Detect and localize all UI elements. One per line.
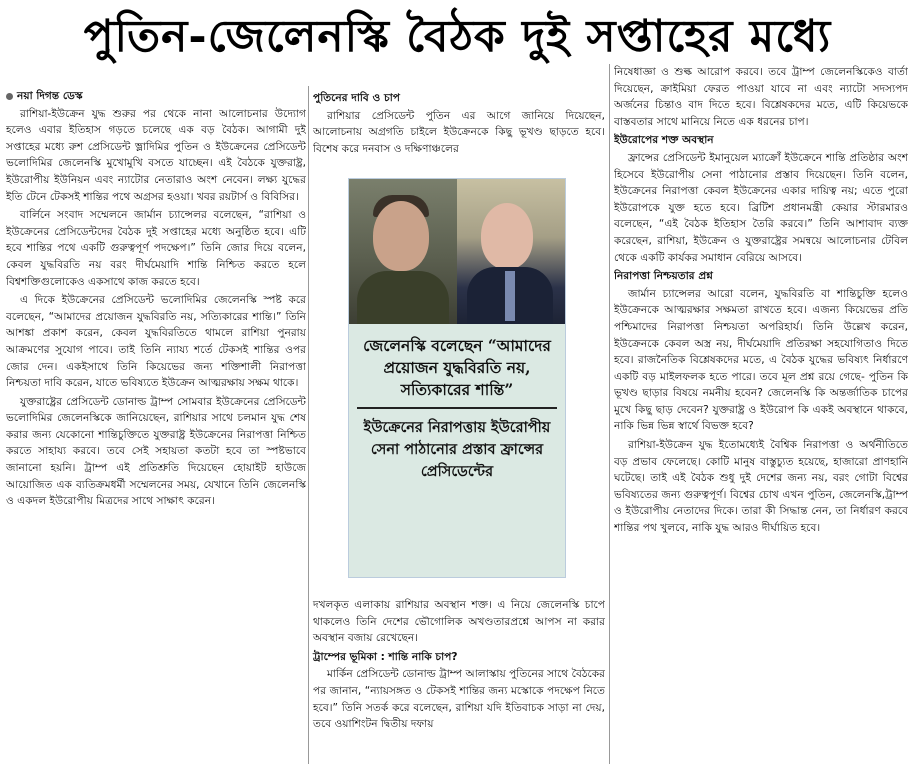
bullet-icon <box>6 93 13 100</box>
paragraph: রাশিয়া-ইউক্রেন যুদ্ধ ইতোমধ্যেই বৈশ্বিক নিরাপত্তা ও অর্থনীতিতে বড় প্রভাব ফেলেছে। কোটি মানুষ বাস্তুচ্যুত হয়েছে, হাজারো প্রাণহানি ঘটেছে। তাই এই বৈঠক শুধু দুই দেশের জন্য নয়, বরং গোটা বিশ্বের ভবিষ্যতের জন্য গুরুত্বপূর্ণ। বিশ্বের চোখ এখন পুতিন, জেলেনস্কি,ট্রাম্প ও ইউরোপীয় নেতাদের দিকে। তারা কী সিদ্ধান্ত নেন, তা নির্ধারণ করবে শান্তির পথ খুলবে, নাকি যুদ্ধ আরও দীর্ঘায়িত হবে। <box>614 439 908 535</box>
face-shape <box>481 203 533 269</box>
subheading: নিরাপত্তা নিশ্চয়তার প্রশ্ন <box>614 270 713 283</box>
column-divider-2 <box>609 64 610 764</box>
photo-quote-box <box>348 178 566 578</box>
subheading: পুতিনের দাবি ও চাপ <box>313 92 400 104</box>
pull-quote-1: জেলেনস্কি বলেছেন “আমাদের প্রয়োজন যুদ্ধবিরতি নয়, সত্যিকারের শান্তি” <box>357 325 557 409</box>
article-column-3 <box>614 64 908 764</box>
paragraph: রাশিয়া-ইউক্রেন যুদ্ধ শুরুর পর থেকে নানা আলোচনার উদ্যোগ হলেও এবার ইতিহাস গড়তে চলেছে এক বড় বৈঠক। আগামী দুই সপ্তাহের মধ্যে রুশ প্রেসিডেন্ট ভ্লাদিমির পুতিন ও ইউক্রেনের প্রেসিডেন্ট ভলোদিমির জেলেনস্কি মুখোমুখি বসতে যাচ্ছেন। এই বৈঠকে যুক্তরাষ্ট্র, ইউরোপীয় ইউনিয়ন এবং ন্যাটোর নেতারাও অংশ নেবেন। লক্ষ্য যুদ্ধের ইতি টেনে টেকসই শান্তির পথে অগ্রসর হওয়া। খবর রয়টার্স ও বিবিসির। <box>6 107 306 203</box>
tie-shape <box>505 271 515 321</box>
subheading: ইউরোপের শক্ত অবস্থান <box>614 134 714 147</box>
headline: পুতিন-জেলেনস্কি বৈঠক দুই সপ্তাহের মধ্যে <box>83 10 832 62</box>
paragraph: বার্লিনে সংবাদ সম্মেলনে জার্মান চ্যান্সেলর বলেছেন, “রাশিয়া ও ইউক্রেনের প্রেসিডেন্টদের বৈঠক দুই সপ্তাহের মধ্যে অনুষ্ঠিত হবে। এটি হবে শান্তির পথে একটি গুরুত্বপূর্ণ পদক্ষেপ।” তিনি জোর দিয়ে বলেন, কেবল যুদ্ধবিরতি নয় বরং দীর্ঘমেয়াদি শান্তি নিশ্চিত করতে হলে বিশ্বশক্তিগুলোকেও একসাথে কাজ করতে হবে। <box>6 209 306 288</box>
paragraph: যুক্তরাষ্ট্রের প্রেসিডেন্ট ডোনাল্ড ট্রাম্প সোমবার ইউক্রেনের প্রেসিডেন্ট ভলোদিমির জেলেনস্কিকে জানিয়েছেন, রাশিয়ার সাথে চলমান যুদ্ধ শেষ করার জন্য যেকোনো শান্তিচুক্তিতে যুক্তরাষ্ট্র ইউক্রেনের নিরাপত্তা নিশ্চিত করতে সাহায্য করবে। তবে সেই সহায়তা কতটা হবে তা স্পষ্টভাবে জানানো হয়নি। ট্রাম্প এই প্রতিশ্রুতি দিয়েছেন হোয়াইট হাউজে আয়োজিত এক ব্যতিক্রমধর্মী সম্মেলনের সময়, যেখানে তিনি জেলেনস্কি ও একদল ইউরোপীয় মিত্রদের সাথে সাক্ষাৎ করেন। <box>6 395 306 508</box>
byline <box>6 88 306 105</box>
paragraph: মার্কিন প্রেসিডেন্ট ডোনাল্ড ট্রাম্প আলাস্কায় পুতিনের সাথে বৈঠকের পর জানান, “ন্যায়সঙ্গত ও টেকসই শান্তির জন্য মস্কোকে পদক্ষেপ নিতে হবে।” তিনি সতর্ক করে বলেছেন, রাশিয়া যদি ইতিবাচক সাড়া না দেয়, তবে ওয়াশিংটন দ্বিতীয় দফায় <box>313 668 605 731</box>
article-column-1 <box>6 88 306 764</box>
leaders-photo <box>349 179 565 324</box>
subheading: ট্রাম্পের ভূমিকা : শান্তি নাকি চাপ? <box>313 650 458 663</box>
pull-quote-2: ইউক্রেনের নিরাপত্তায় ইউরোপীয় সেনা পাঠানোর প্রস্তাব ফ্রান্সের প্রেসিডেন্টের <box>363 419 551 480</box>
paragraph: রাশিয়ার প্রেসিডেন্ট পুতিন এর আগে জানিয়ে দিয়েছেন, আলোচনায় অগ্রগতি চাইলে ইউক্রেনকে কিছু ভূখণ্ড ছাড়তে হবে। বিশেষ করে দনবাস ও দক্ষিণাঞ্চলের <box>313 109 605 155</box>
paragraph: জার্মান চ্যান্সেলর আরো বলেন, যুদ্ধবিরতি বা শান্তিচুক্তি হলেও ইউক্রেনকে আত্মরক্ষার সক্ষমতা রাখতে হবে। এজন্য কিয়েভের প্রতি পশ্চিমাদের নিরাপত্তা নিশ্চয়তা অপরিহার্য। তিনি উল্লেখ করেন, ইউক্রেনকে কেবল অস্ত্র নয়, দীর্ঘমেয়াদি প্রতিরক্ষা সহযোগিতাও দিতে হবে। রাজনৈতিক বিশ্লেষকদের মতে, এ বৈঠক যুদ্ধের ভবিষ্যৎ নির্ধারণে একটি বড় মাইলফলক হতে পারে। তবে মূল প্রশ্ন রয়ে গেছে- পুতিন কি ভূখণ্ড ছাড়ার বিষয়ে নমনীয় হবেন? জেলেনস্কি কি অন্তর্জাতিক চাপের মুখে কিছু ছাড় দেবেন? যুক্তরাষ্ট্র ও ইউরোপ কি একই অবস্থানে থাকবে, নাকি ভিন্ন ভিন্ন স্বার্থে বিভক্ত হবে? <box>614 287 908 433</box>
pull-quotes <box>349 325 565 577</box>
paragraph: এ দিকে ইউক্রেনের প্রেসিডেন্ট ভলোদিমির জেলেনস্কি স্পষ্ট করে বলেছেন, “আমাদের প্রয়োজন যুদ্ধবিরতি নয়, সত্যিকারের শান্তি।” তিনি আশঙ্কা প্রকাশ করেন, কেবল যুদ্ধবিরতিতে থামলে রাশিয়া পুনরায় আক্রমণের সুযোগ পাবে। তাই তিনি ন্যায্য শর্তে টেকসই শান্তির ওপর জোর দেন। একইসাথে তিনি কিয়েভের জন্য শক্তিশালী নিরাপত্তা নিশ্চয়তা দাবি করেন, যাতে ভবিষ্যতে ইউক্রেন আত্মরক্ষায় সক্ষম থাকে। <box>6 294 306 390</box>
article-column-2-lower <box>313 597 605 733</box>
byline-text: নয়া দিগন্ত ডেস্ক <box>17 90 83 102</box>
face-shape <box>373 201 429 271</box>
column-divider-1 <box>308 86 309 764</box>
paragraph: নিষেধাজ্ঞা ও শুল্ক আরোপ করবে। তবে ট্রাম্প জেলেনস্কিকেও বার্তা দিয়েছেন, ক্রাইমিয়া ফেরত পাওয়া যাবে না এবং ন্যাটো সদস্যপদ অর্জনের চিন্তাও বাদ দিতে হবে। বিশ্লেষকদের মতে, এটি কিয়েভকে বাস্তবতার সাথে মানিয়ে নিতে এক ধরনের চাপ। <box>614 66 908 128</box>
shirt-shape <box>357 271 449 324</box>
paragraph: ফ্রান্সের প্রেসিডেন্ট ইমানুয়েল ম্যাক্রোঁ ইউক্রেনে শান্তি প্রতিষ্ঠার অংশ হিসেবে ইউরোপীয় সেনা পাঠানোর প্রস্তাব দিয়েছেন। তিনি বলেন, ইউক্রেনের নিরাপত্তা কেবল ইউক্রেনের একার দায়িত্ব নয়; এতে পুরো ইউরোপকে যুক্ত হতে হবে। ব্রিটিশ প্রধানমন্ত্রী কেয়ার স্টারমারও বলেছেন, “এই বৈঠক ইতিহাস তৈরি করবে।” তিনি আশাবাদ ব্যক্ত করেছেন, রাশিয়া, ইউক্রেন ও যুক্তরাষ্ট্রের সমন্বয়ে আলোচনার টেবিল থেকে একটি কার্যকর সমাধান বেরিয়ে আসবে। <box>614 151 908 264</box>
article-column-2 <box>313 88 605 178</box>
paragraph: দখলকৃত এলাকায় রাশিয়ার অবস্থান শক্ত। এ নিয়ে জেলেনস্কি চাপে থাকলেও তিনি দেশের ভৌগোলিক অখণ্ডতারপ্রশ্নে আপস না করার অবস্থান বজায় রেখেছেন। <box>313 599 605 645</box>
